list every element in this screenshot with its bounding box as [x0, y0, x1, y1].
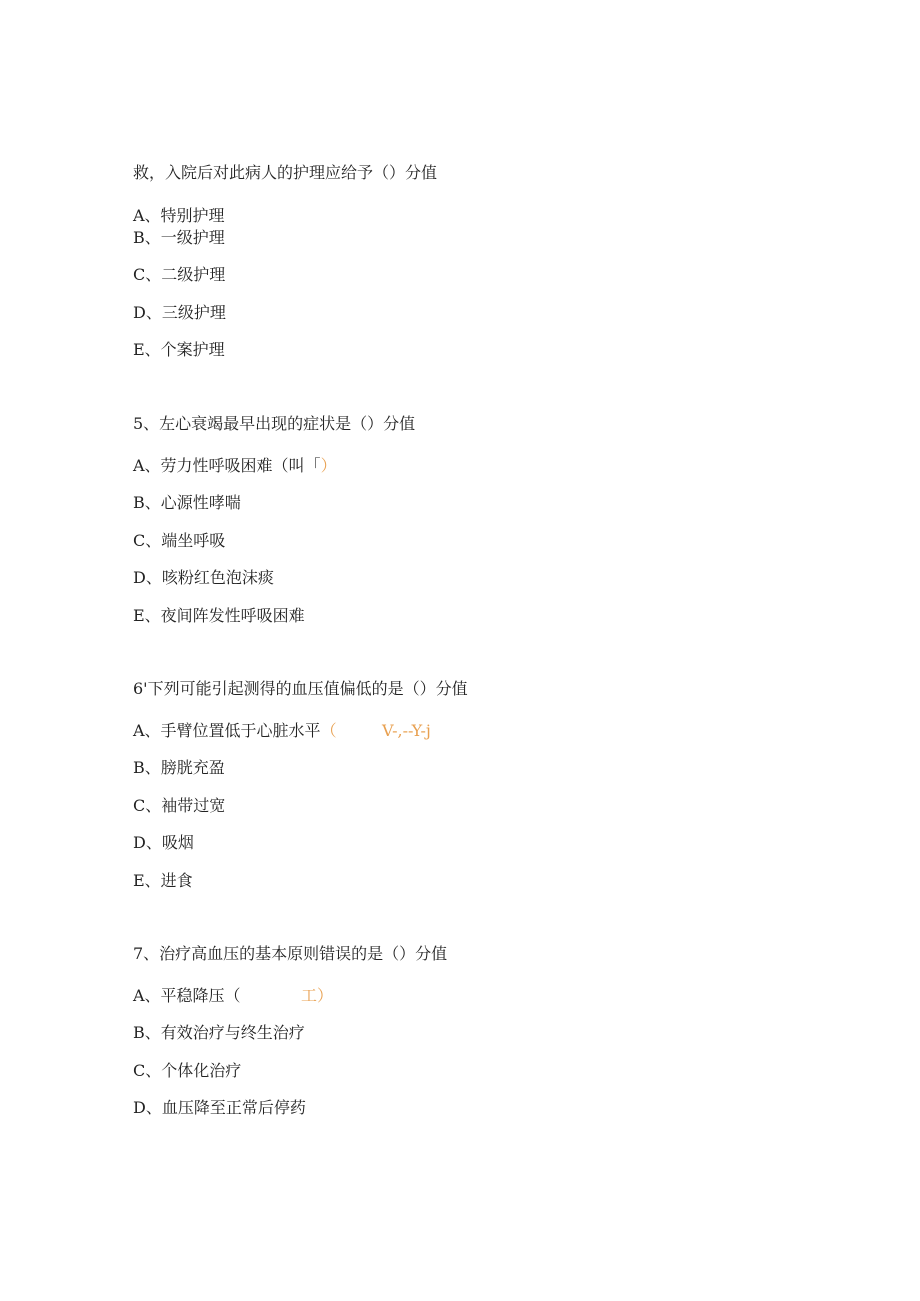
question-5-option-b: B、心源性哮喘	[133, 493, 241, 512]
question-4-option-c: C、二级护理	[133, 265, 226, 284]
question-6-stem: 6'下列可能引起测得的血压值偏低的是（）分值	[133, 679, 468, 698]
question-6-option-a	[133, 721, 337, 741]
question-5-option-c: C、端坐呼吸	[133, 531, 226, 550]
question-7-option-d: D、血压降至正常后停药	[133, 1098, 306, 1117]
question-5-option-d: D、咳粉红色泡沫痰	[133, 568, 274, 587]
question-7-option-a: A、平稳降压（	[133, 986, 241, 1005]
question-5-option-e: E、夜间阵发性呼吸困难	[133, 606, 305, 625]
question-6-option-d: D、吸烟	[133, 833, 194, 852]
question-6-option-a-text: A、手臂位置低于心脏水平	[133, 721, 321, 740]
answer-mark: V-,--Y-j	[382, 721, 431, 740]
question-7-option-c: C、个体化治疗	[133, 1061, 242, 1080]
question-7-option-b: B、有效治疗与终生治疗	[133, 1023, 305, 1042]
question-5-stem: 5、左心衰竭最早出现的症状是（）分值	[133, 414, 416, 433]
answer-mark: 工）	[301, 986, 334, 1005]
question-4-option-e: E、个案护理	[133, 340, 225, 359]
question-6-option-c: C、袖带过宽	[133, 796, 226, 815]
answer-mark-open: （	[320, 721, 337, 740]
question-4-option-b: B、一级护理	[133, 228, 225, 247]
question-4-stem: 救，入院后对此病人的护理应给予（）分值	[133, 163, 438, 182]
question-4-option-a: A、特别护理	[133, 206, 225, 225]
question-6-option-e: E、进食	[133, 871, 193, 890]
question-5-option-a-text: A、劳力性呼吸困难（叫「	[133, 456, 321, 475]
question-6-option-b: B、膀胱充盈	[133, 758, 225, 777]
answer-mark: ）	[320, 456, 337, 475]
question-7-stem: 7、治疗高血压的基本原则错误的是（）分值	[133, 944, 448, 963]
question-5-option-a	[133, 456, 337, 476]
question-4-option-d: D、三级护理	[133, 303, 226, 322]
